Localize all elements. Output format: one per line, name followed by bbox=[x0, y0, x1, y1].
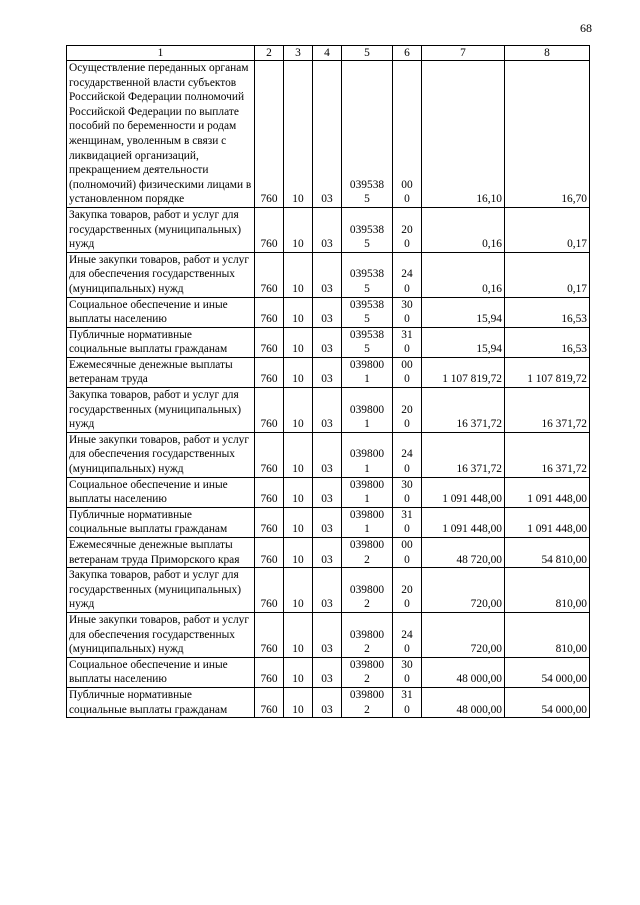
row-ved-code: 760 bbox=[255, 687, 284, 717]
row-target-article: 039800 2 bbox=[342, 612, 393, 657]
table-row bbox=[67, 612, 590, 657]
table-row bbox=[67, 207, 590, 252]
row-target-article: 039800 1 bbox=[342, 357, 393, 387]
row-amount-1: 48 000,00 bbox=[422, 657, 505, 687]
table-row bbox=[67, 327, 590, 357]
table-row bbox=[67, 507, 590, 537]
row-target-article: 039800 1 bbox=[342, 432, 393, 477]
row-amount-1: 48 000,00 bbox=[422, 687, 505, 717]
row-expense-type: 00 0 bbox=[393, 538, 422, 568]
row-section-code: 10 bbox=[284, 61, 313, 208]
row-expense-type: 30 0 bbox=[393, 297, 422, 327]
row-expense-type: 20 0 bbox=[393, 568, 422, 613]
row-section-code: 10 bbox=[284, 477, 313, 507]
row-name: Социальное обеспечение и иные выплаты населению bbox=[67, 657, 255, 687]
row-ved-code: 760 bbox=[255, 568, 284, 613]
column-header-7: 7 bbox=[422, 46, 505, 61]
row-expense-type: 00 0 bbox=[393, 61, 422, 208]
row-name: Социальное обеспечение и иные выплаты населению bbox=[67, 477, 255, 507]
row-expense-type: 00 0 bbox=[393, 357, 422, 387]
row-amount-2: 16 371,72 bbox=[505, 432, 590, 477]
row-subsection-code: 03 bbox=[313, 297, 342, 327]
row-section-code: 10 bbox=[284, 568, 313, 613]
row-subsection-code: 03 bbox=[313, 507, 342, 537]
table-row bbox=[67, 357, 590, 387]
table-row bbox=[67, 687, 590, 717]
row-section-code: 10 bbox=[284, 612, 313, 657]
row-amount-2: 810,00 bbox=[505, 568, 590, 613]
row-section-code: 10 bbox=[284, 538, 313, 568]
row-ved-code: 760 bbox=[255, 207, 284, 252]
row-target-article: 039800 2 bbox=[342, 657, 393, 687]
table-row bbox=[67, 252, 590, 297]
row-ved-code: 760 bbox=[255, 327, 284, 357]
row-expense-type: 24 0 bbox=[393, 432, 422, 477]
row-ved-code: 760 bbox=[255, 61, 284, 208]
row-amount-1: 0,16 bbox=[422, 252, 505, 297]
row-name: Осуществление переданных органам государственной власти субъектов Российской Федерации полномочий Российской Федерации по выплате пособий по беременности и родам женщинам, уволенным в связи с ликвидацией организаций, прекращением деятельности (полномочий) физическими лицами в установленном порядке bbox=[67, 61, 255, 208]
column-header-6: 6 bbox=[393, 46, 422, 61]
row-ved-code: 760 bbox=[255, 477, 284, 507]
row-section-code: 10 bbox=[284, 252, 313, 297]
row-subsection-code: 03 bbox=[313, 657, 342, 687]
row-name: Закупка товаров, работ и услуг для государственных (муниципальных) нужд bbox=[67, 568, 255, 613]
table-row bbox=[67, 477, 590, 507]
row-ved-code: 760 bbox=[255, 357, 284, 387]
row-expense-type: 31 0 bbox=[393, 507, 422, 537]
row-amount-2: 1 091 448,00 bbox=[505, 507, 590, 537]
column-header-2: 2 bbox=[255, 46, 284, 61]
row-amount-1: 16 371,72 bbox=[422, 432, 505, 477]
row-ved-code: 760 bbox=[255, 252, 284, 297]
row-section-code: 10 bbox=[284, 357, 313, 387]
row-subsection-code: 03 bbox=[313, 388, 342, 433]
row-name: Иные закупки товаров, работ и услуг для обеспечения государственных (муниципальных) нужд bbox=[67, 432, 255, 477]
row-subsection-code: 03 bbox=[313, 538, 342, 568]
row-amount-2: 54 000,00 bbox=[505, 687, 590, 717]
row-section-code: 10 bbox=[284, 507, 313, 537]
row-subsection-code: 03 bbox=[313, 432, 342, 477]
table-row bbox=[67, 568, 590, 613]
row-subsection-code: 03 bbox=[313, 252, 342, 297]
row-name: Социальное обеспечение и иные выплаты населению bbox=[67, 297, 255, 327]
column-header-4: 4 bbox=[313, 46, 342, 61]
row-target-article: 039800 1 bbox=[342, 388, 393, 433]
row-amount-1: 16,10 bbox=[422, 61, 505, 208]
table-row bbox=[67, 538, 590, 568]
column-header-3: 3 bbox=[284, 46, 313, 61]
row-amount-2: 0,17 bbox=[505, 252, 590, 297]
row-expense-type: 20 0 bbox=[393, 388, 422, 433]
column-header-8: 8 bbox=[505, 46, 590, 61]
table-row bbox=[67, 432, 590, 477]
row-amount-2: 16 371,72 bbox=[505, 388, 590, 433]
row-expense-type: 31 0 bbox=[393, 687, 422, 717]
row-expense-type: 20 0 bbox=[393, 207, 422, 252]
row-name: Публичные нормативные социальные выплаты гражданам bbox=[67, 507, 255, 537]
row-name: Иные закупки товаров, работ и услуг для обеспечения государственных (муниципальных) нужд bbox=[67, 252, 255, 297]
row-target-article: 039800 1 bbox=[342, 507, 393, 537]
table-row bbox=[67, 61, 590, 208]
row-amount-2: 810,00 bbox=[505, 612, 590, 657]
page-number: 68 bbox=[580, 21, 592, 35]
row-expense-type: 24 0 bbox=[393, 252, 422, 297]
header-row bbox=[67, 46, 590, 61]
row-target-article: 039800 2 bbox=[342, 568, 393, 613]
row-subsection-code: 03 bbox=[313, 687, 342, 717]
row-ved-code: 760 bbox=[255, 297, 284, 327]
row-name: Публичные нормативные социальные выплаты гражданам bbox=[67, 327, 255, 357]
row-amount-2: 1 107 819,72 bbox=[505, 357, 590, 387]
row-target-article: 039538 5 bbox=[342, 327, 393, 357]
row-amount-2: 54 810,00 bbox=[505, 538, 590, 568]
row-expense-type: 24 0 bbox=[393, 612, 422, 657]
row-expense-type: 31 0 bbox=[393, 327, 422, 357]
row-ved-code: 760 bbox=[255, 388, 284, 433]
row-amount-2: 54 000,00 bbox=[505, 657, 590, 687]
row-name: Иные закупки товаров, работ и услуг для обеспечения государственных (муниципальных) нужд bbox=[67, 612, 255, 657]
row-subsection-code: 03 bbox=[313, 477, 342, 507]
row-name: Публичные нормативные социальные выплаты гражданам bbox=[67, 687, 255, 717]
row-amount-1: 1 107 819,72 bbox=[422, 357, 505, 387]
row-amount-2: 16,53 bbox=[505, 297, 590, 327]
row-target-article: 039800 2 bbox=[342, 687, 393, 717]
row-amount-1: 48 720,00 bbox=[422, 538, 505, 568]
row-amount-1: 720,00 bbox=[422, 612, 505, 657]
row-ved-code: 760 bbox=[255, 432, 284, 477]
table-row bbox=[67, 297, 590, 327]
row-target-article: 039800 1 bbox=[342, 477, 393, 507]
row-name: Ежемесячные денежные выплаты ветеранам труда bbox=[67, 357, 255, 387]
row-subsection-code: 03 bbox=[313, 357, 342, 387]
row-amount-1: 0,16 bbox=[422, 207, 505, 252]
row-ved-code: 760 bbox=[255, 657, 284, 687]
row-section-code: 10 bbox=[284, 297, 313, 327]
row-expense-type: 30 0 bbox=[393, 657, 422, 687]
row-target-article: 039538 5 bbox=[342, 297, 393, 327]
column-header-1: 1 bbox=[67, 46, 255, 61]
row-amount-2: 0,17 bbox=[505, 207, 590, 252]
row-name: Ежемесячные денежные выплаты ветеранам труда Приморского края bbox=[67, 538, 255, 568]
row-ved-code: 760 bbox=[255, 507, 284, 537]
row-amount-2: 1 091 448,00 bbox=[505, 477, 590, 507]
budget-table bbox=[66, 45, 590, 718]
row-target-article: 039538 5 bbox=[342, 252, 393, 297]
row-section-code: 10 bbox=[284, 657, 313, 687]
row-amount-1: 1 091 448,00 bbox=[422, 477, 505, 507]
row-amount-1: 720,00 bbox=[422, 568, 505, 613]
row-section-code: 10 bbox=[284, 327, 313, 357]
row-target-article: 039538 5 bbox=[342, 61, 393, 208]
row-section-code: 10 bbox=[284, 207, 313, 252]
row-target-article: 039538 5 bbox=[342, 207, 393, 252]
row-amount-2: 16,70 bbox=[505, 61, 590, 208]
column-header-5: 5 bbox=[342, 46, 393, 61]
row-ved-code: 760 bbox=[255, 612, 284, 657]
row-section-code: 10 bbox=[284, 687, 313, 717]
row-section-code: 10 bbox=[284, 432, 313, 477]
table-row bbox=[67, 388, 590, 433]
table-body bbox=[67, 61, 590, 718]
row-subsection-code: 03 bbox=[313, 61, 342, 208]
row-amount-1: 15,94 bbox=[422, 297, 505, 327]
row-amount-1: 16 371,72 bbox=[422, 388, 505, 433]
row-amount-2: 16,53 bbox=[505, 327, 590, 357]
row-section-code: 10 bbox=[284, 388, 313, 433]
row-amount-1: 15,94 bbox=[422, 327, 505, 357]
row-name: Закупка товаров, работ и услуг для государственных (муниципальных) нужд bbox=[67, 207, 255, 252]
row-expense-type: 30 0 bbox=[393, 477, 422, 507]
row-subsection-code: 03 bbox=[313, 207, 342, 252]
row-target-article: 039800 2 bbox=[342, 538, 393, 568]
table-row bbox=[67, 657, 590, 687]
row-subsection-code: 03 bbox=[313, 327, 342, 357]
row-ved-code: 760 bbox=[255, 538, 284, 568]
row-name: Закупка товаров, работ и услуг для государственных (муниципальных) нужд bbox=[67, 388, 255, 433]
row-subsection-code: 03 bbox=[313, 568, 342, 613]
table-header bbox=[67, 46, 590, 61]
row-amount-1: 1 091 448,00 bbox=[422, 507, 505, 537]
row-subsection-code: 03 bbox=[313, 612, 342, 657]
